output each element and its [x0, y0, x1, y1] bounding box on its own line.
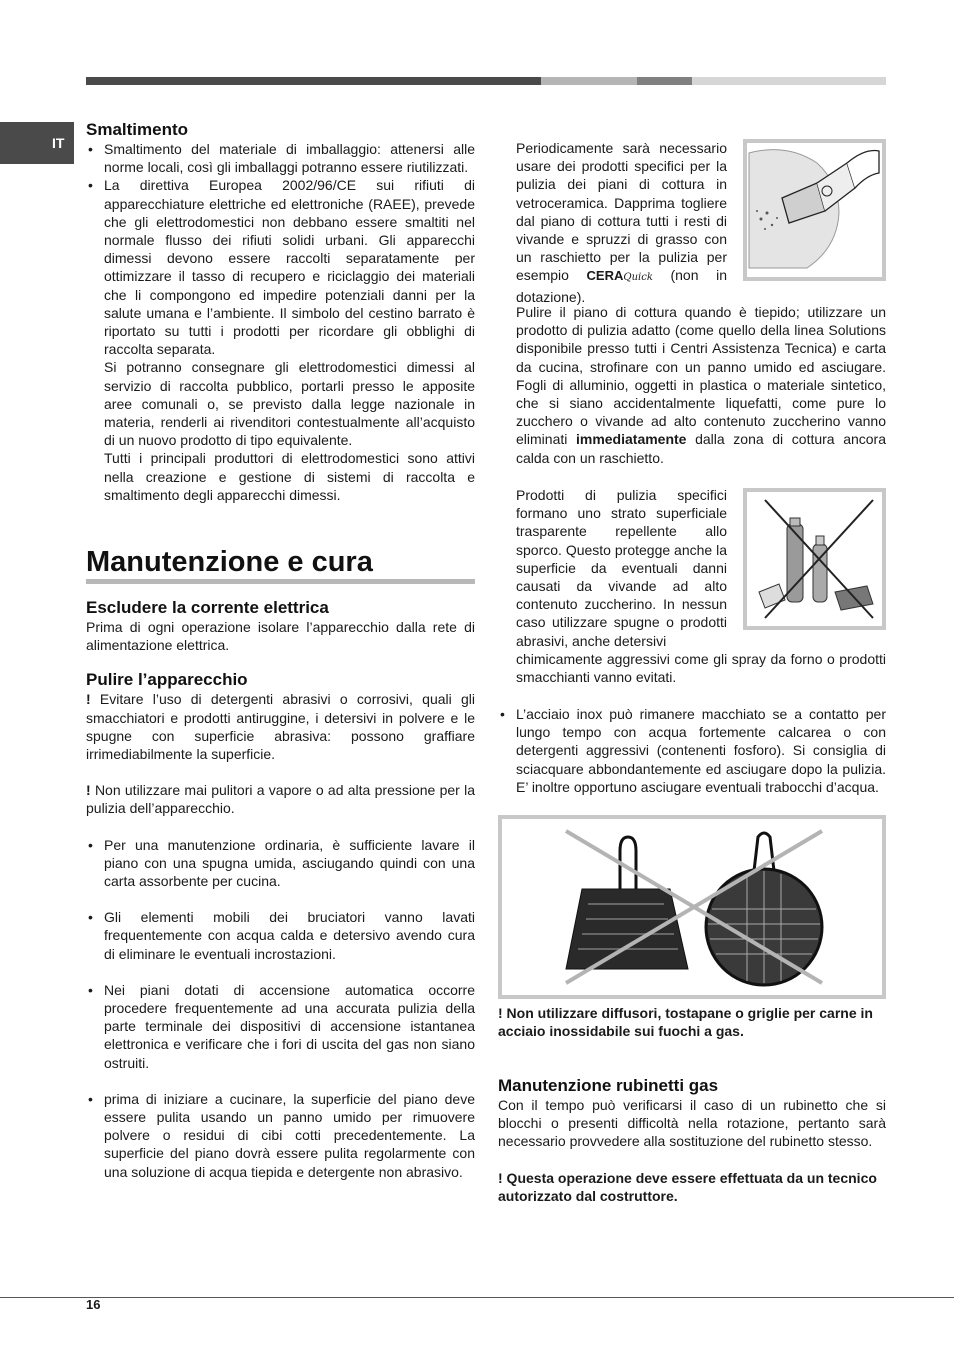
list-item: • prima di iniziare a cucinare, la superficie del piano deve essere pulita usando un panno umido per rimuovere polvere o residui di cibi cotti precedentemente. La superficie del piano dovrà essere pulita regolarmente con una soluzione di acqua tiepida e detergente non abrasivo. — [86, 1090, 475, 1181]
list-item: • Nei piani dotati di accensione automatica occorre procedere frequentemente ad una accurata pulizia della parte terminale dei dispositivi di accensione istantanea elettronica e verificare che i fori di uscita del gas non siano ostruiti. — [86, 981, 475, 1072]
page-title: Manutenzione e cura — [86, 546, 373, 578]
list-item: • L’acciaio inox può rimanere macchiato se a contatto per lungo tempo con acqua fortemente calcarea o con detergenti aggressivi (contenenti fosforo). Si consiglia di sciacquare abbondantemente ed asciugare dopo la pulizia. E’ inoltre opportuno asciugare eventuali trabocchi d’acqua. — [498, 705, 886, 796]
paragraph-text: dalla zona di cottura ancora calda con un raschietto. — [516, 431, 887, 466]
vetroceramica-text — [516, 139, 727, 306]
bold-text: immediatamente — [575, 431, 687, 448]
forbidden-grill-icon — [502, 819, 882, 995]
warning-paragraph — [86, 690, 475, 763]
escludere-heading: Escludere la corrente elettrica — [86, 598, 329, 617]
smaltimento-heading: Smaltimento — [86, 120, 189, 139]
language-label: IT — [52, 134, 65, 151]
warning-paragraph — [498, 1004, 886, 1040]
smaltimento-section — [86, 120, 475, 504]
grill-illustration — [498, 815, 886, 999]
paragraph: Prodotti di pulizia specifici formano uno strato superficiale trasparente repellente allo sporco. Questo protegge anche la superficie da eventuali danni causati da vivande ad alto contenuto zuccherino. In nessun caso utilizzare spugne o prodotti abrasivi, anche detersivi — [516, 487, 727, 649]
inox-list — [498, 705, 886, 796]
list-item: • Smaltimento del materiale di imballaggio: attenersi alle norme locali, così gli imballaggi potranno essere riutilizzati. — [86, 140, 475, 176]
paragraph-text: Periodicamente sarà necessario usare dei prodotti specifici per la pulizia dei piani di cottura in vetroceramica. Dapprima togliere dal piano di cottura tutti i resti di vivande e spruzzi di grasso con un raschietto per la pulizia per esempio — [516, 140, 727, 284]
inox-section — [498, 705, 886, 796]
vetroceramica-text-2 — [498, 303, 886, 467]
list-item: • Gli elementi mobili dei bruciatori vanno lavati frequentemente con acqua calda e detersivo avendo cura di eliminare le eventuali incrostazioni. — [86, 908, 475, 963]
warning-icon: ! — [498, 1169, 503, 1186]
prodotti-text — [516, 486, 727, 650]
rubinetti-heading: Manutenzione rubinetti gas — [498, 1076, 719, 1095]
warning-paragraph — [498, 1169, 886, 1205]
warning-paragraph — [86, 781, 475, 817]
page-number: 16 — [86, 1297, 101, 1312]
scraper-icon — [747, 143, 882, 277]
header-color-bar — [86, 77, 886, 85]
paragraph — [498, 303, 886, 467]
list-item — [86, 176, 475, 504]
warning-text: Non utilizzare diffusori, tostapane o griglie per carne in acciaio inossidabile sui fuochi a gas. — [498, 1005, 873, 1040]
prodotti-text-2 — [498, 650, 886, 686]
abrasive-products-illustration — [743, 488, 886, 630]
manutenzione-section — [86, 546, 475, 1181]
rubinetti-section — [498, 1076, 886, 1205]
language-tab — [0, 122, 74, 164]
cera-logo-text: CERA — [586, 268, 624, 284]
scraper-illustration — [743, 139, 886, 281]
cera-logo — [587, 268, 653, 283]
smaltimento-list — [86, 140, 475, 504]
paragraph: Tutti i principali produttori di elettrodomestici sono attivi nella creazione e gestione di sistemi di raccolta e smaltimento degli apparecchi dimessi. — [104, 450, 475, 503]
title-underline — [86, 579, 475, 584]
paragraph-text: Pulire il piano di cottura quando è tiepido; utilizzare un prodotto di pulizia adatto (come quello della linea Solutions disponibile presso tutti i Centri Assistenza Tecnica) e carta da cucina, strofinare con un panno umido ed asciugare. Fogli di alluminio, oggetti in plastica o materiale sintetico, che si siano accidentalmente liquefatti, come pure lo zucchero o vivande ad alto contenuto zuccherino vanno eliminati — [516, 304, 886, 448]
warning-icon: ! — [86, 782, 91, 799]
escludere-text: Prima di ogni operazione isolare l’apparecchio dalla rete di alimentazione elettrica. — [86, 619, 475, 654]
pulire-list — [86, 836, 475, 1181]
rubinetti-text: Con il tempo può verificarsi il caso di un rubinetto che si blocchi o presenti difficoltà nella rotazione, pertanto sarà necessario provvedere alla sostituzione del rubinetto stesso. — [498, 1097, 886, 1150]
forbidden-products-icon — [747, 492, 882, 626]
footer-rule — [0, 1297, 954, 1298]
list-item: • Per una manutenzione ordinaria, è sufficiente lavare il piano con una spugna umida, asciugando quindi con una carta assorbente per cucina. — [86, 836, 475, 891]
warning-icon: ! — [86, 691, 91, 708]
paragraph: Si potranno consegnare gli elettrodomestici dimessi al servizio di raccolta pubblico, portarli presso le apposite aree comunali o, se previsto dalla legge nazionale in materia, renderli ai rivenditori contestualmente all’acquisto di un nuovo prodotto di tipo equivalente. — [104, 359, 475, 449]
warning-text: Questa operazione deve essere effettuata da un tecnico autorizzato dal costruttore. — [498, 1169, 877, 1204]
paragraph: chimicamente aggressivi come gli spray da forno o prodotti smacchianti vanno evitati. — [516, 651, 886, 686]
warning-icon: ! — [498, 1005, 503, 1021]
paragraph-text: (non in dotazione). — [516, 267, 728, 305]
list-item-text: La direttiva Europea 2002/96/CE sui rifiuti di apparecchiature elettriche ed elettroniche (RAEE), prevede che gli elettrodomestici non debbano essere smaltiti nel normale flusso dei rifiuti solidi urbani. Gli apparecchi dimessi devono essere raccolti separatamente per ottimizzare il tasso di recupero e riciclaggio dei materiali che li compongono ed impedire potenziali danni per la salute umana e l’ambiente. Il simbolo del cestino barrato è riportato su tutti i prodotti per ricordare gli obblighi di raccolta separata. — [104, 177, 475, 358]
pulire-heading: Pulire l’apparecchio — [86, 670, 248, 690]
paragraph — [516, 139, 727, 306]
warning-text: Non utilizzare mai pulitori a vapore o ad alta pressione per la pulizia dell’apparecchio. — [86, 782, 475, 817]
warning-text: Evitare l’uso di detergenti abrasivi o corrosivi, quali gli smacchiatori e prodotti antiruggine, i detersivi in polvere e le spugne con superficie abrasiva: possono graffiare irrimediabilmente la superficie. — [86, 691, 475, 763]
cera-logo-script: Quick — [623, 272, 653, 284]
grill-warning — [498, 1004, 886, 1040]
